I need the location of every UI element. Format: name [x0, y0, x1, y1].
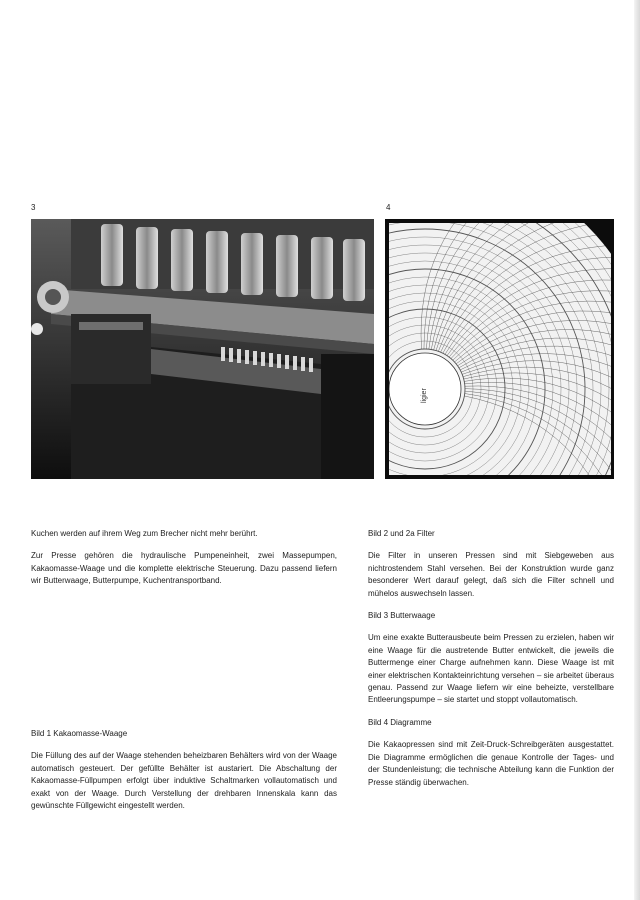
- chart-brand-label: ligier: [421, 388, 428, 403]
- section-heading: Bild 1 Kakaomasse-Waage: [31, 729, 128, 738]
- section-heading: Bild 2 und 2a Filter: [368, 529, 435, 538]
- section-text: Die Kakaopressen sind mit Zeit-Druck-Schreibgeräten ausgestattet. Die Diagramme ermöglichen die genaue Kontrolle der Tages- und der Stundenleistung; die technische Abteilung kann die Funktion der Presse ständig überwachen.: [368, 740, 614, 787]
- recorder-diagram-photo: [385, 219, 614, 479]
- figure-3-number: 3: [31, 203, 36, 212]
- recorder-chart-illustration: [385, 219, 614, 479]
- section-text: Um eine exakte Butterausbeute beim Pressen zu erzielen, haben wir eine Waage für die austretende Butter entwickelt, die jeweils die Buttermenge einer Charge aufnehmen kann. Diese Waage ist mit einer elektrischen Kontakteinrichtung versehen – sie arbeitet überaus genau. Passend zur Waage liefern wir eine beheizte, verstellbare Entleerungspumpe – sie startet und stoppt vollautomatisch.: [368, 633, 614, 705]
- left-column-bild1: [31, 728, 337, 822]
- intro-paragraph: Kuchen werden auf ihrem Weg zum Brecher nicht mehr berührt.: [31, 529, 258, 538]
- machine-photo: [31, 219, 374, 479]
- figure-4-number: 4: [386, 203, 391, 212]
- intro-paragraph: Zur Presse gehören die hydraulische Pumpeneinheit, zwei Massepumpen, Kakaomasse-Waage und die komplette elektrische Steuerung. Dazu passend liefern wir Butterwaage, Butterpumpe, Kuchentransportband.: [31, 551, 337, 586]
- section-heading: Bild 4 Diagramme: [368, 717, 432, 727]
- right-column: [368, 528, 614, 799]
- left-column-intro: [31, 528, 337, 598]
- page-edge: [634, 0, 640, 900]
- machine-illustration: [31, 219, 374, 479]
- section-text: Die Füllung des auf der Waage stehenden beheizbaren Behälters wird von der Waage automatisch gesteuert. Der gefüllte Behälter ist austariert. Die Abschaltung der Kakaomasse-Füllpumpen erfolgt über induktive Schaltmarken vollautomatisch und exakt von der Waage. Durch Verstellung der drehbaren Innenskala kann das gewünschte Füllgewicht eingestellt werden.: [31, 751, 337, 811]
- section-text: Die Filter in unseren Pressen sind mit Siebgeweben aus nichtrostendem Stahl versehen. Bei der Konstruktion wurde ganz besonderer Wert darauf gelegt, daß sich die Filter schnell und mühelos auswechseln lassen.: [368, 551, 614, 598]
- section-heading: Bild 3 Butterwaage: [368, 611, 436, 621]
